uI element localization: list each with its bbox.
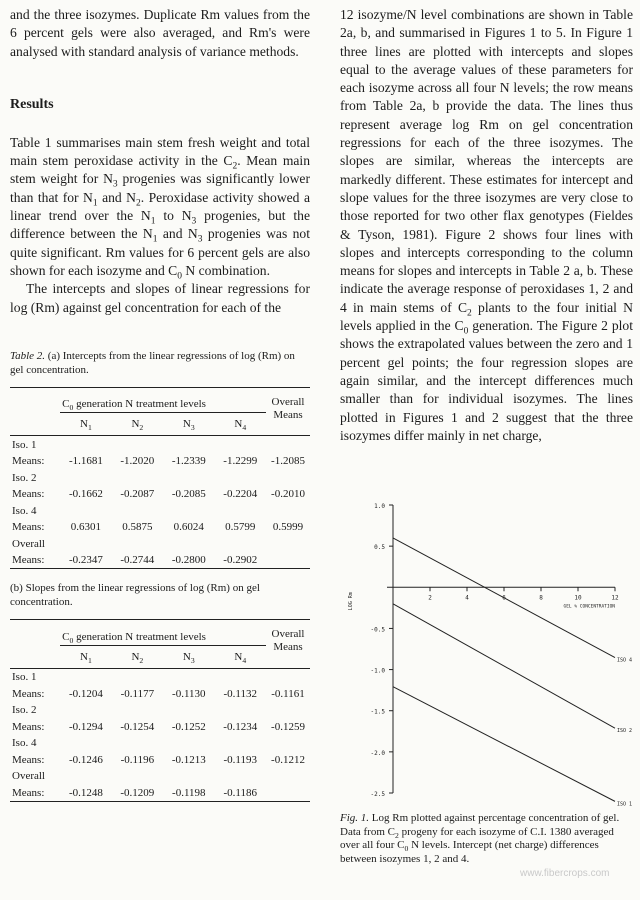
table-cell	[112, 436, 163, 453]
series-label: ISO 2	[617, 728, 633, 735]
overall-cell	[266, 436, 310, 453]
table-cell: -0.2800	[171, 554, 206, 567]
table-cell: -0.2085	[171, 488, 206, 501]
row-label: Overall	[12, 537, 45, 550]
figure-caption-text: Log Rm plotted against percentage concentration of gel. Data from $C_2$ progeny for each isozyme of C.I. 1380 averaged over all four $C_0$ N levels. Intercept (net charge) differences between isozymes 1, 2 and 4.	[340, 812, 620, 865]
overall-cell	[266, 735, 310, 752]
y-tick-label: 1.0	[374, 503, 385, 510]
y-tick-label: -1.5	[370, 708, 385, 716]
column-header: $N_2$	[131, 650, 144, 666]
table-cell: -0.1662	[68, 488, 103, 501]
table-row	[10, 453, 310, 470]
y-tick-label: -2.5	[370, 791, 385, 798]
table-row	[10, 535, 310, 552]
table-group-header-row	[10, 620, 310, 646]
column-header: $N_1$	[80, 418, 92, 433]
table-cell: -1.2339	[171, 455, 206, 468]
row-label: Iso. 4	[12, 504, 37, 517]
column-header: $N_4$	[234, 418, 247, 433]
table-cell	[60, 535, 111, 552]
x-tick-label: 12	[611, 594, 619, 602]
table-row	[10, 718, 310, 735]
table-cell: -0.2087	[120, 488, 155, 501]
left-paragraph-1: and the three isozymes. Duplicate Rm values from the 6 percent gels were also averaged, and Rm's were analysed with standard analysis of variance methods.	[10, 7, 310, 59]
table-row	[10, 668, 310, 685]
table-cell	[60, 502, 111, 519]
table-2a-caption	[10, 349, 310, 377]
table-row	[10, 502, 310, 519]
row-label: Means:	[12, 786, 45, 799]
table-cell	[60, 735, 111, 752]
table-row	[10, 735, 310, 752]
overall-cell	[266, 535, 310, 552]
table-cell: -0.2347	[68, 554, 103, 567]
row-label: Means:	[12, 720, 45, 733]
overall-cell: -0.1212	[271, 753, 305, 766]
table-cell	[163, 535, 214, 552]
table-cell	[163, 668, 214, 685]
row-label: Iso. 1	[12, 671, 37, 684]
table-cell	[112, 668, 163, 685]
table-label: Table 2.	[10, 349, 46, 362]
table-cell: -1.2020	[120, 455, 155, 468]
group-header: $C_0$ generation N treatment levels	[60, 620, 266, 646]
overall-cell: -0.1259	[271, 720, 305, 733]
overall-cell: -1.2085	[271, 455, 305, 468]
table-cell: -0.1204	[68, 687, 103, 700]
table-row	[10, 469, 310, 486]
table-cell	[112, 702, 163, 719]
y-tick-label: -2.0	[370, 749, 385, 757]
overall-cell	[266, 469, 310, 486]
table-cell: -0.1177	[120, 687, 155, 700]
overall-cell	[266, 668, 310, 685]
overall-cell: -0.1161	[271, 687, 305, 700]
y-axis-label: LOG Rm	[348, 592, 354, 611]
x-tick-label: 8	[539, 594, 543, 602]
table-cell	[215, 768, 266, 785]
table-cell	[215, 436, 266, 453]
table-cell	[215, 535, 266, 552]
table-cell: -0.1294	[68, 720, 103, 733]
row-label: Means:	[12, 521, 45, 534]
overall-header: Overall Means	[271, 628, 305, 654]
row-label: Means:	[12, 687, 45, 700]
overall-cell	[266, 702, 310, 719]
table-column-header-row	[10, 413, 310, 436]
table-cell: -0.1198	[172, 786, 206, 799]
table-cell: 0.5799	[225, 521, 256, 534]
overall-header: Overall Means	[271, 395, 305, 421]
table-cell	[163, 436, 214, 453]
row-label: Iso. 2	[12, 704, 37, 717]
table-cell: -0.1234	[223, 720, 258, 733]
table-cell	[112, 735, 163, 752]
column-header: $N_1$	[80, 650, 92, 666]
column-header: $N_3$	[182, 418, 195, 433]
table-row	[10, 751, 310, 768]
table-cell	[163, 702, 214, 719]
y-tick-label: -1.0	[370, 667, 385, 675]
left-paragraph-2: Table 1 summarises main stem fresh weight and total main stem peroxidase activity in the $C_2$. Mean main stem weight for $N_3$ progenies was significantly lower than that for $N_1$ and $N_2$. Peroxidase activity showed a linear trend over the $N_1$ to $N_3$ progenies, but the difference between the $N_1$ and $N_3$ progenies was not quite significant. Rm values for 6 percent gels are also shown for each isozyme and $C_0$ N combination.	[10, 134, 310, 282]
table-cell: -0.1252	[171, 720, 206, 733]
table-cell	[112, 502, 163, 519]
table-cell: -1.1681	[68, 455, 103, 468]
table-cell: -0.2204	[223, 488, 258, 501]
table-cell	[60, 768, 111, 785]
table-row	[10, 784, 310, 801]
right-paragraph-1: 12 isozyme/N level combinations are shown in Table 2a, b, and summarised in Figures 1 to 5. In Figure 1 three lines are plotted with intercepts and slopes equal to the average values of these parameters for each isozyme across all four N levels; the row means from Table 2a, b provide the data. The lines thus represent average log Rm on gel concentration regressions for each of the three isozymes. The slopes are similar, whereas the intercepts are markedly different. These estimates for intercept and slope values for the three isozymes are very close to those reported for two other flax genotypes (Fieldes & Tyson, 1981). Figure 2 shows four lines with slopes and intercepts corresponding to the column means for slopes and intercepts in Table 2 a, b. These indicate the average response of peroxidases 1, 2 and 4 in main stems of $C_2$ plants to the four initial N levels applied in the $C_0$ generation. The Figure 2 plot shows the extrapolated values between the zero and 1 percent gel points; the four regression slopes are again similar, and the intercept differences much smaller than for individual isozymes. The lines plotted in Figures 1 and 2 suggest that the three isozymes differ mainly in net charge,	[340, 7, 633, 443]
row-label: Iso. 2	[12, 471, 37, 484]
table-row	[10, 552, 310, 569]
table-cell	[112, 768, 163, 785]
column-header: $N_3$	[182, 650, 195, 666]
table-cell	[215, 469, 266, 486]
table-column-header-row	[10, 645, 310, 668]
table-cell: -0.1193	[223, 753, 258, 766]
table-cell: -0.1186	[223, 786, 258, 799]
table-cell	[215, 502, 266, 519]
table-group-header-row	[10, 387, 310, 413]
row-label: Overall	[12, 770, 45, 783]
table-cell: -0.1213	[171, 753, 206, 766]
table-cell: -0.1246	[68, 753, 103, 766]
table-cell: 0.6301	[70, 521, 102, 534]
table-cell: -0.2902	[223, 554, 258, 567]
table-cell: -1.2299	[223, 455, 258, 468]
table-row	[10, 685, 310, 702]
right-column	[340, 6, 633, 445]
x-axis-label: GEL % CONCENTRATION	[563, 604, 615, 610]
table-cell	[215, 702, 266, 719]
figure-1-chart	[340, 493, 633, 808]
row-label: Means:	[12, 488, 45, 501]
series-line	[393, 687, 615, 802]
table-cell	[163, 768, 214, 785]
overall-cell: -0.2010	[271, 488, 305, 501]
group-header: $C_0$ generation N treatment levels	[60, 387, 266, 413]
left-paragraph-3: The intercepts and slopes of linear regressions for log (Rm) against gel concentration for each of the	[10, 281, 310, 315]
y-tick-label: 0.5	[374, 544, 385, 552]
table-2a-caption-text: (a) Intercepts from the linear regressions of log (Rm) on gel concentration.	[10, 349, 295, 376]
row-label: Iso. 4	[12, 737, 37, 750]
table-row	[10, 519, 310, 536]
table-cell: -0.1248	[68, 786, 103, 799]
table-cell: -0.1132	[223, 687, 258, 700]
table-2b	[10, 619, 310, 802]
row-label: Means:	[12, 753, 45, 766]
table-cell: -0.1254	[120, 720, 155, 733]
overall-cell	[266, 768, 310, 785]
table-cell	[215, 735, 266, 752]
table-row	[10, 436, 310, 453]
table-cell	[60, 469, 111, 486]
x-tick-label: 10	[574, 594, 582, 602]
table-cell	[60, 702, 111, 719]
figure-label: Fig. 1.	[340, 812, 370, 824]
table-cell	[60, 668, 111, 685]
overall-cell	[266, 784, 310, 801]
series-line	[393, 538, 615, 658]
table-2b-caption: (b) Slopes from the linear regressions of log (Rm) on gel concentration.	[10, 582, 260, 609]
table-row	[10, 768, 310, 785]
column-header: $N_4$	[234, 650, 247, 666]
results-heading: Results	[10, 96, 54, 112]
table-2a	[10, 387, 310, 570]
row-label: Means:	[12, 455, 45, 468]
row-label: Means:	[12, 554, 45, 567]
watermark-text: www.fibercrops.com	[520, 868, 610, 879]
table-cell	[112, 469, 163, 486]
series-line	[393, 604, 615, 728]
overall-cell	[266, 502, 310, 519]
figure-1-caption	[340, 812, 633, 866]
table-cell: -0.1209	[120, 786, 155, 799]
series-label: ISO 1	[617, 801, 633, 808]
overall-cell	[266, 552, 310, 569]
table-cell	[163, 502, 214, 519]
table-row	[10, 702, 310, 719]
x-tick-label: 4	[465, 594, 469, 602]
table-cell: -0.1196	[120, 753, 155, 766]
x-tick-label: 2	[428, 594, 432, 602]
table-cell: 0.5875	[122, 521, 153, 534]
series-label: ISO 4	[617, 657, 633, 664]
y-tick-label: -0.5	[370, 626, 385, 634]
table-cell	[215, 668, 266, 685]
table-cell	[60, 436, 111, 453]
column-header: $N_2$	[131, 418, 144, 433]
overall-cell: 0.5999	[272, 521, 304, 534]
table-cell: -0.1130	[172, 687, 206, 700]
table-cell	[112, 535, 163, 552]
table-cell	[163, 469, 214, 486]
table-cell: 0.6024	[173, 521, 204, 534]
row-label: Iso. 1	[12, 438, 37, 451]
table-row	[10, 486, 310, 503]
table-cell	[163, 735, 214, 752]
left-column	[10, 6, 310, 802]
table-cell: -0.2744	[120, 554, 155, 567]
